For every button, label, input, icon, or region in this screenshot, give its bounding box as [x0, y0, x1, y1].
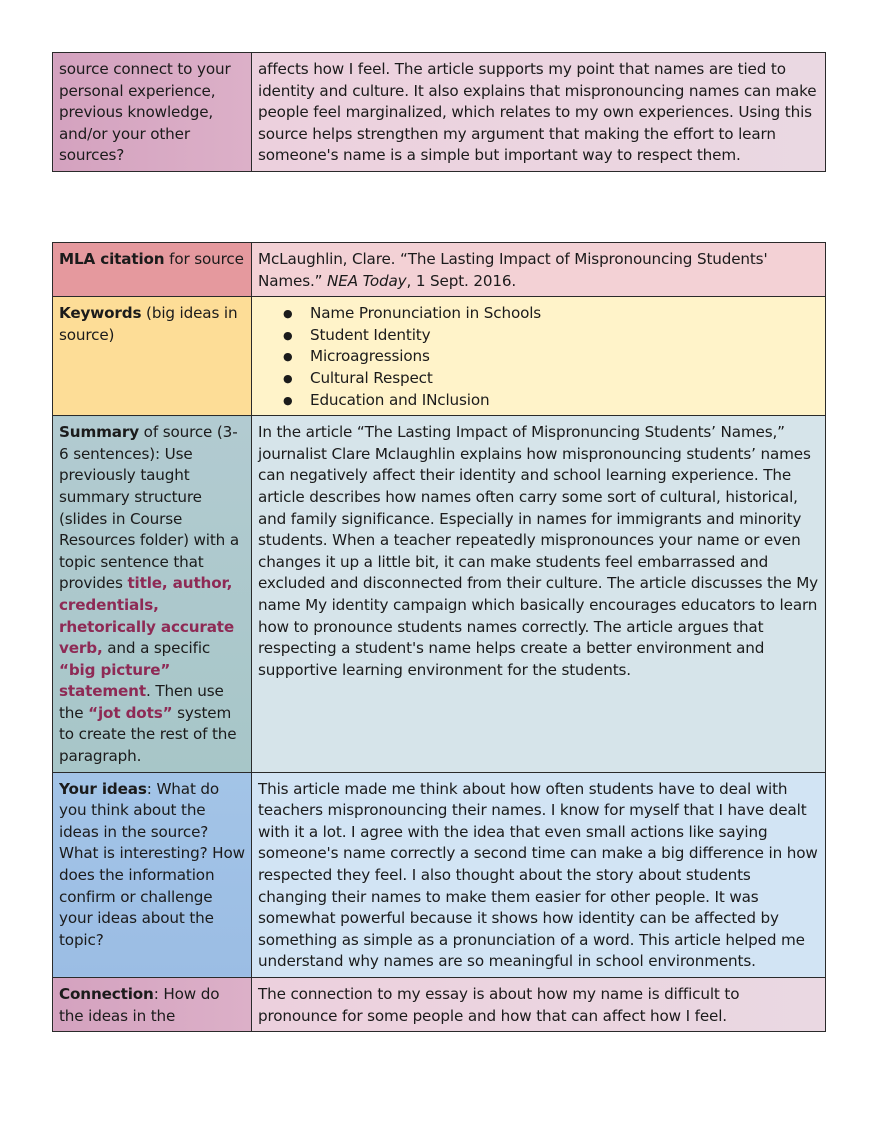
connection-label-bold: Connection — [59, 985, 154, 1003]
summary-label-bold: Summary — [59, 423, 139, 442]
table-row — [53, 53, 826, 172]
summary-accent-text: “big picture” statement — [59, 660, 171, 701]
list-item: ● Cultural Respect — [310, 368, 819, 390]
connection-answer-tail: affects how I feel. The article supports my point that names are tied to identity and culture. It also explains that mispronouncing names can make people feel marginalized, which relates to my own experiences. Using this source helps strengthen my argument that making the effort to learn someone's name is a simple but important way to respect them. — [258, 60, 817, 165]
keywords-label-bold: Keywords — [59, 304, 142, 323]
summary-label-text: and a specific — [102, 639, 211, 658]
citation-post: , 1 Sept. 2016. — [406, 271, 517, 290]
table-row — [53, 772, 826, 977]
summary-label-text: system to create the rest of the paragraph. — [59, 703, 237, 766]
list-item: ● Microagressions — [310, 346, 819, 368]
summary-label-text: . Then use the — [59, 682, 224, 722]
connection-answer-cell[interactable] — [252, 53, 826, 172]
ideas-label-bold: Your ideas — [59, 779, 147, 798]
connection-table-continued — [52, 52, 826, 172]
list-item: ● Education and INclusion — [310, 390, 819, 412]
mla-label-bold: MLA citation — [59, 250, 165, 268]
table-row — [53, 416, 826, 773]
ideas-label-cell — [53, 772, 252, 977]
mla-label-rest: for source — [164, 250, 244, 268]
connection-label-cell — [53, 53, 252, 172]
citation-pre: McLaughlin, Clare. “The Lasting Impact of Mispronouncing Students' Names.” — [258, 250, 768, 290]
connection-label-tail: source connect to your personal experience, previous knowledge, and/or your other sources? — [59, 60, 231, 165]
summary-label-text: of source (3-6 sentences): Use previously taught summary structure (slides in Course Resources folder) with a topic sentence that provides — [59, 423, 239, 593]
summary-accent-text: title, author, credentials, rhetorically accurate verb, — [59, 574, 235, 658]
connection-cell[interactable] — [252, 978, 826, 1032]
ideas-cell[interactable] — [252, 772, 826, 977]
summary-label-cell — [53, 416, 252, 773]
keywords-label-rest: (big ideas in source) — [59, 304, 238, 344]
connection-label-rest: : How do the ideas in the — [59, 985, 220, 1025]
mla-citation-cell[interactable] — [252, 243, 826, 297]
keywords-list — [258, 303, 819, 411]
connection-text: The connection to my essay is about how my name is difficult to pronounce for some people and how that can affect how I feel. — [258, 985, 740, 1025]
ideas-label-rest: : What do you think about the ideas in the source? What is interesting? How does the information confirm or challenge your ideas about the topic? — [59, 779, 245, 949]
table-row — [53, 978, 826, 1032]
list-item: ● Student Identity — [310, 325, 819, 347]
mla-label-cell — [53, 243, 252, 297]
table-row — [53, 243, 826, 297]
keywords-label-cell — [53, 297, 252, 416]
summary-accent-text: “jot dots” — [88, 703, 173, 722]
connection-label-cell — [53, 978, 252, 1032]
citation-journal: NEA Today — [327, 271, 407, 290]
ideas-text: This article made me think about how often students have to deal with teachers mispronouncing their names. I know for myself that I have dealt with it a lot. I agree with the idea that even small actions like saying someone's name correctly a second time can make a big difference in how respected they feel. I also thought about the story about students changing their names to make them easier for other people. It was somewhat powerful because it shows how identity can be affected by something as simple as a pronunciation of a word. This article helped me understand why names are so meaningful in school environments. — [258, 779, 818, 971]
summary-cell[interactable] — [252, 416, 826, 773]
table-row — [53, 297, 826, 416]
keywords-cell[interactable] — [252, 297, 826, 416]
summary-text: In the article “The Lasting Impact of Mispronuncing Students’ Names,” journalist Clare Mclaughlin explains how mispronouncing students’ names can negatively affect their identity and school learning experience. The article describes how names often carry some sort of cultural, historical, and family significance. Especially in names for immigrants and minority students. When a teacher repeatedly mispronounces your name or even changes it up a little bit, it can make students feel embarrassed and excluded and disconnected from their culture. The article discusses the My name My identity campaign which basically encourages educators to learn how to pronounce students names correctly. The article argues that respecting a student's name helps create a better environment and supportive learning environment for the students. — [258, 423, 818, 679]
source-table — [52, 242, 826, 1032]
list-item: ● Name Pronunciation in Schools — [310, 303, 819, 325]
